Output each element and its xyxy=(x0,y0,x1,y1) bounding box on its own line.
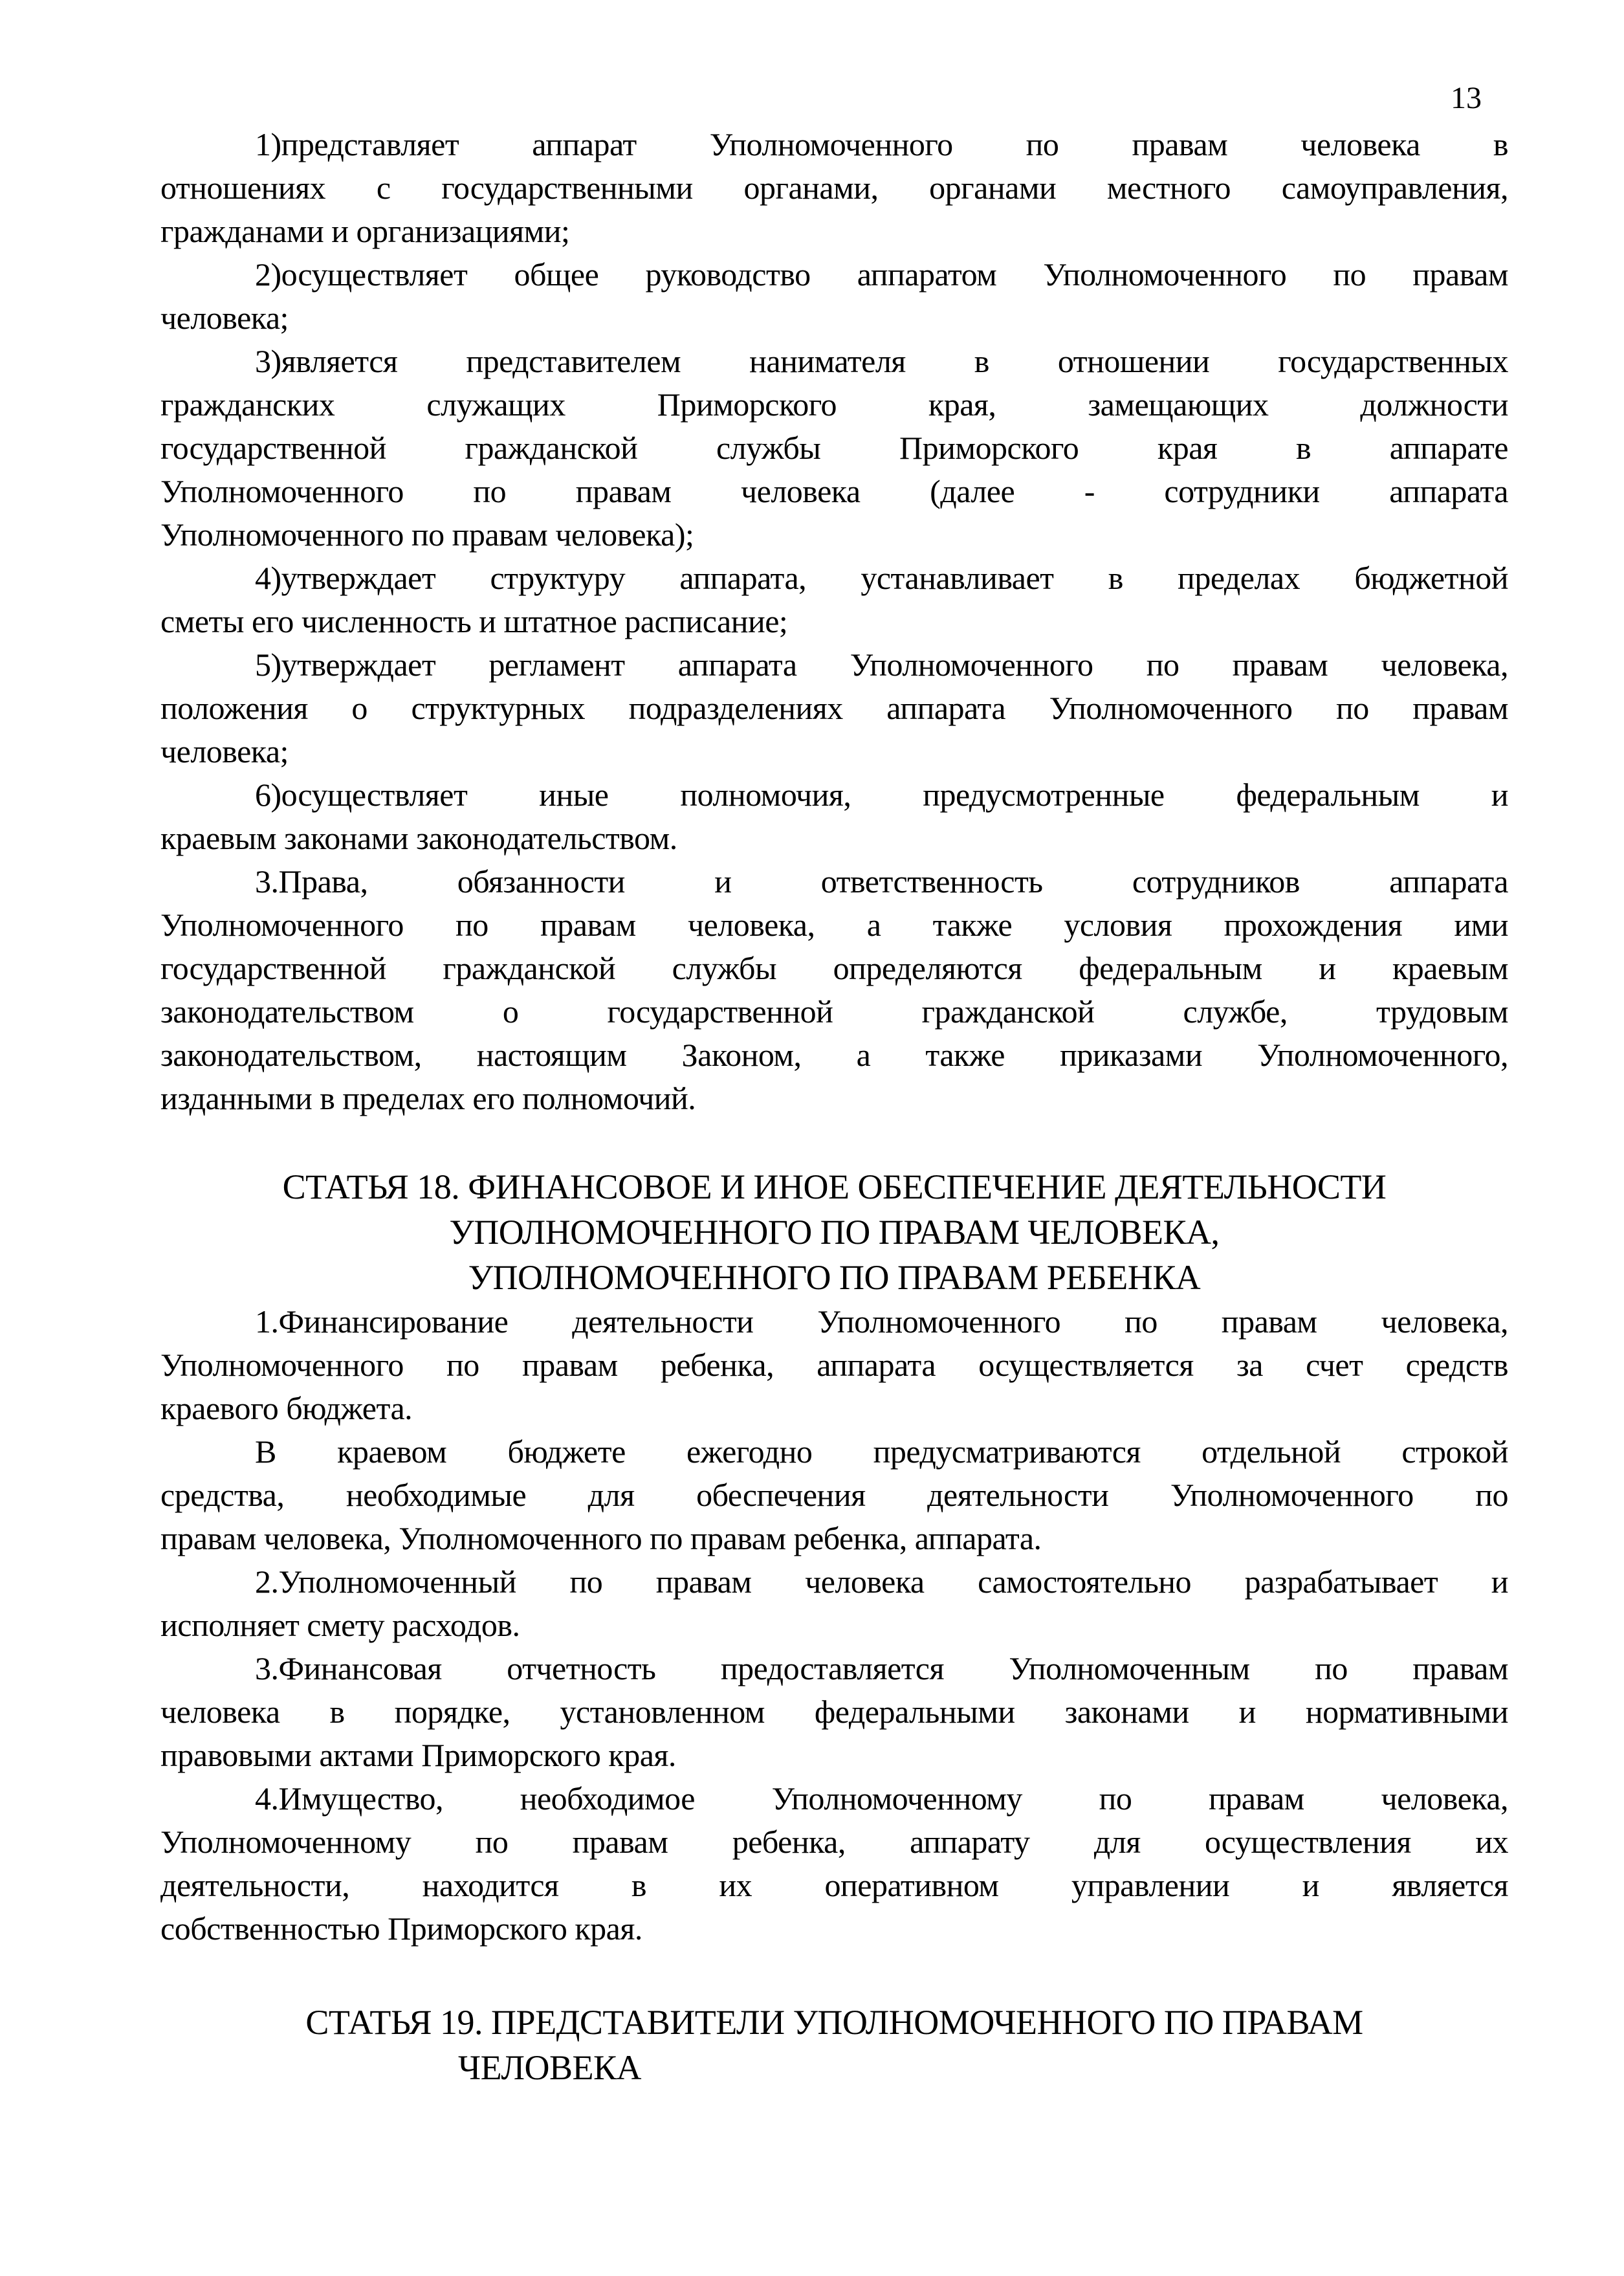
article-18-clause-2-line-2: исполняет смету расходов. xyxy=(160,1607,520,1643)
article-18-clause-2 xyxy=(160,1560,1508,1647)
item-6 xyxy=(160,773,1508,860)
item-1-line-3: гражданами и организациями; xyxy=(160,213,570,249)
page-number: 13 xyxy=(1451,81,1482,115)
clause-3-line-5: законодательством, настоящим Законом, а также приказами Уполномоченного, xyxy=(160,1037,1508,1073)
item-4 xyxy=(160,557,1508,643)
article-18-clause-1 xyxy=(160,1300,1508,1430)
clause-3-line-1: 3.Права, обязанности и ответственность сотрудников аппарата xyxy=(255,863,1508,900)
item-3-line-5: Уполномоченного по правам человека); xyxy=(160,516,694,553)
article-18-clause-1-line-3: краевого бюджета. xyxy=(160,1390,413,1426)
item-3-line-2: гражданских служащих Приморского края, замещающих должности xyxy=(160,386,1508,423)
article-18-heading-line-2: УПОЛНОМОЧЕННОГО ПО ПРАВАМ ЧЕЛОВЕКА, xyxy=(449,1213,1220,1252)
article-19-heading xyxy=(160,2000,1508,2090)
article-18-clause-1a xyxy=(160,1430,1508,1560)
item-3-line-4: Уполномоченного по правам человека (далее - сотрудники аппарата xyxy=(160,473,1508,509)
item-5-line-2: положения о структурных подразделениях аппарата Уполномоченного по правам xyxy=(160,690,1508,726)
article-18-clause-4-line-4: собственностью Приморского края. xyxy=(160,1910,642,1947)
article-18-clause-4-line-2: Уполномоченному по правам ребенка, аппарату для осуществления их xyxy=(160,1824,1508,1860)
clause-3-line-3: государственной гражданской службы определяются федеральным и краевым xyxy=(160,950,1508,986)
article-19-heading-line-2: ЧЕЛОВЕКА xyxy=(458,2048,642,2087)
item-3-line-3: государственной гражданской службы Приморского края в аппарате xyxy=(160,430,1508,466)
item-2-line-2: человека; xyxy=(160,300,289,336)
article-18-clause-4-line-1: 4.Имущество, необходимое Уполномоченному по правам человека, xyxy=(255,1780,1508,1817)
article-18-clause-1a-line-1: В краевом бюджете ежегодно предусматриваются отдельной строкой xyxy=(255,1433,1508,1470)
item-5-line-1: 5)утверждает регламент аппарата Уполномоченного по правам человека, xyxy=(255,646,1508,683)
article-18-clause-3 xyxy=(160,1647,1508,1777)
article-18-clause-1-line-2: Уполномоченного по правам ребенка, аппарата осуществляется за счет средств xyxy=(160,1347,1508,1383)
item-3-line-1: 3)является представителем нанимателя в отношении государственных xyxy=(255,343,1508,379)
article-18-clause-1a-line-3: правам человека, Уполномоченного по правам ребенка, аппарата. xyxy=(160,1520,1042,1556)
article-18-clause-3-line-2: человека в порядке, установленном федеральными законами и нормативными xyxy=(160,1694,1508,1730)
item-1-line-1: 1)представляет аппарат Уполномоченного по правам человека в xyxy=(255,126,1508,162)
item-1-line-2: отношениях с государственными органами, органами местного самоуправления, xyxy=(160,170,1508,206)
item-1 xyxy=(160,123,1508,253)
article-18-clause-4-line-3: деятельности, находится в их оперативном управлении и является xyxy=(160,1867,1508,1903)
item-2-line-1: 2)осуществляет общее руководство аппаратом Уполномоченного по правам xyxy=(255,256,1508,293)
clause-3-line-2: Уполномоченного по правам человека, а также условия прохождения ими xyxy=(160,907,1508,943)
article-18-heading xyxy=(160,1164,1508,1300)
article-18-clause-4 xyxy=(160,1777,1508,1950)
article-18-heading-line-3: УПОЛНОМОЧЕННОГО ПО ПРАВАМ РЕБЕНКА xyxy=(468,1258,1201,1297)
item-6-line-1: 6)осуществляет иные полномочия, предусмотренные федеральным и xyxy=(255,777,1508,813)
article-18-clause-3-line-3: правовыми актами Приморского края. xyxy=(160,1737,676,1773)
article-18-heading-line-1: СТАТЬЯ 18. ФИНАНСОВОЕ И ИНОЕ ОБЕСПЕЧЕНИЕ ДЕЯТЕЛЬНОСТИ xyxy=(282,1167,1387,1206)
clause-3 xyxy=(160,860,1508,1120)
document-body xyxy=(160,123,1508,2090)
item-4-line-2: сметы его численность и штатное расписание; xyxy=(160,603,788,639)
item-5-line-3: человека; xyxy=(160,733,289,769)
article-18-clause-1a-line-2: средства, необходимые для обеспечения деятельности Уполномоченного по xyxy=(160,1477,1508,1513)
article-18-clause-1-line-1: 1.Финансирование деятельности Уполномоченного по правам человека, xyxy=(255,1303,1508,1340)
article-18-clause-3-line-1: 3.Финансовая отчетность предоставляется Уполномоченным по правам xyxy=(255,1650,1508,1686)
clause-3-line-6: изданными в пределах его полномочий. xyxy=(160,1080,696,1116)
item-5 xyxy=(160,643,1508,773)
item-3 xyxy=(160,340,1508,557)
article-18-clause-2-line-1: 2.Уполномоченный по правам человека самостоятельно разрабатывает и xyxy=(255,1563,1508,1600)
clause-3-line-4: законодательством о государственной гражданской службе, трудовым xyxy=(160,993,1508,1030)
item-4-line-1: 4)утверждает структуру аппарата, устанавливает в пределах бюджетной xyxy=(255,560,1508,596)
article-19-heading-line-1: СТАТЬЯ 19. ПРЕДСТАВИТЕЛИ УПОЛНОМОЧЕННОГО ПО ПРАВАМ xyxy=(305,2003,1363,2042)
item-6-line-2: краевым законами законодательством. xyxy=(160,820,677,856)
item-2 xyxy=(160,253,1508,340)
